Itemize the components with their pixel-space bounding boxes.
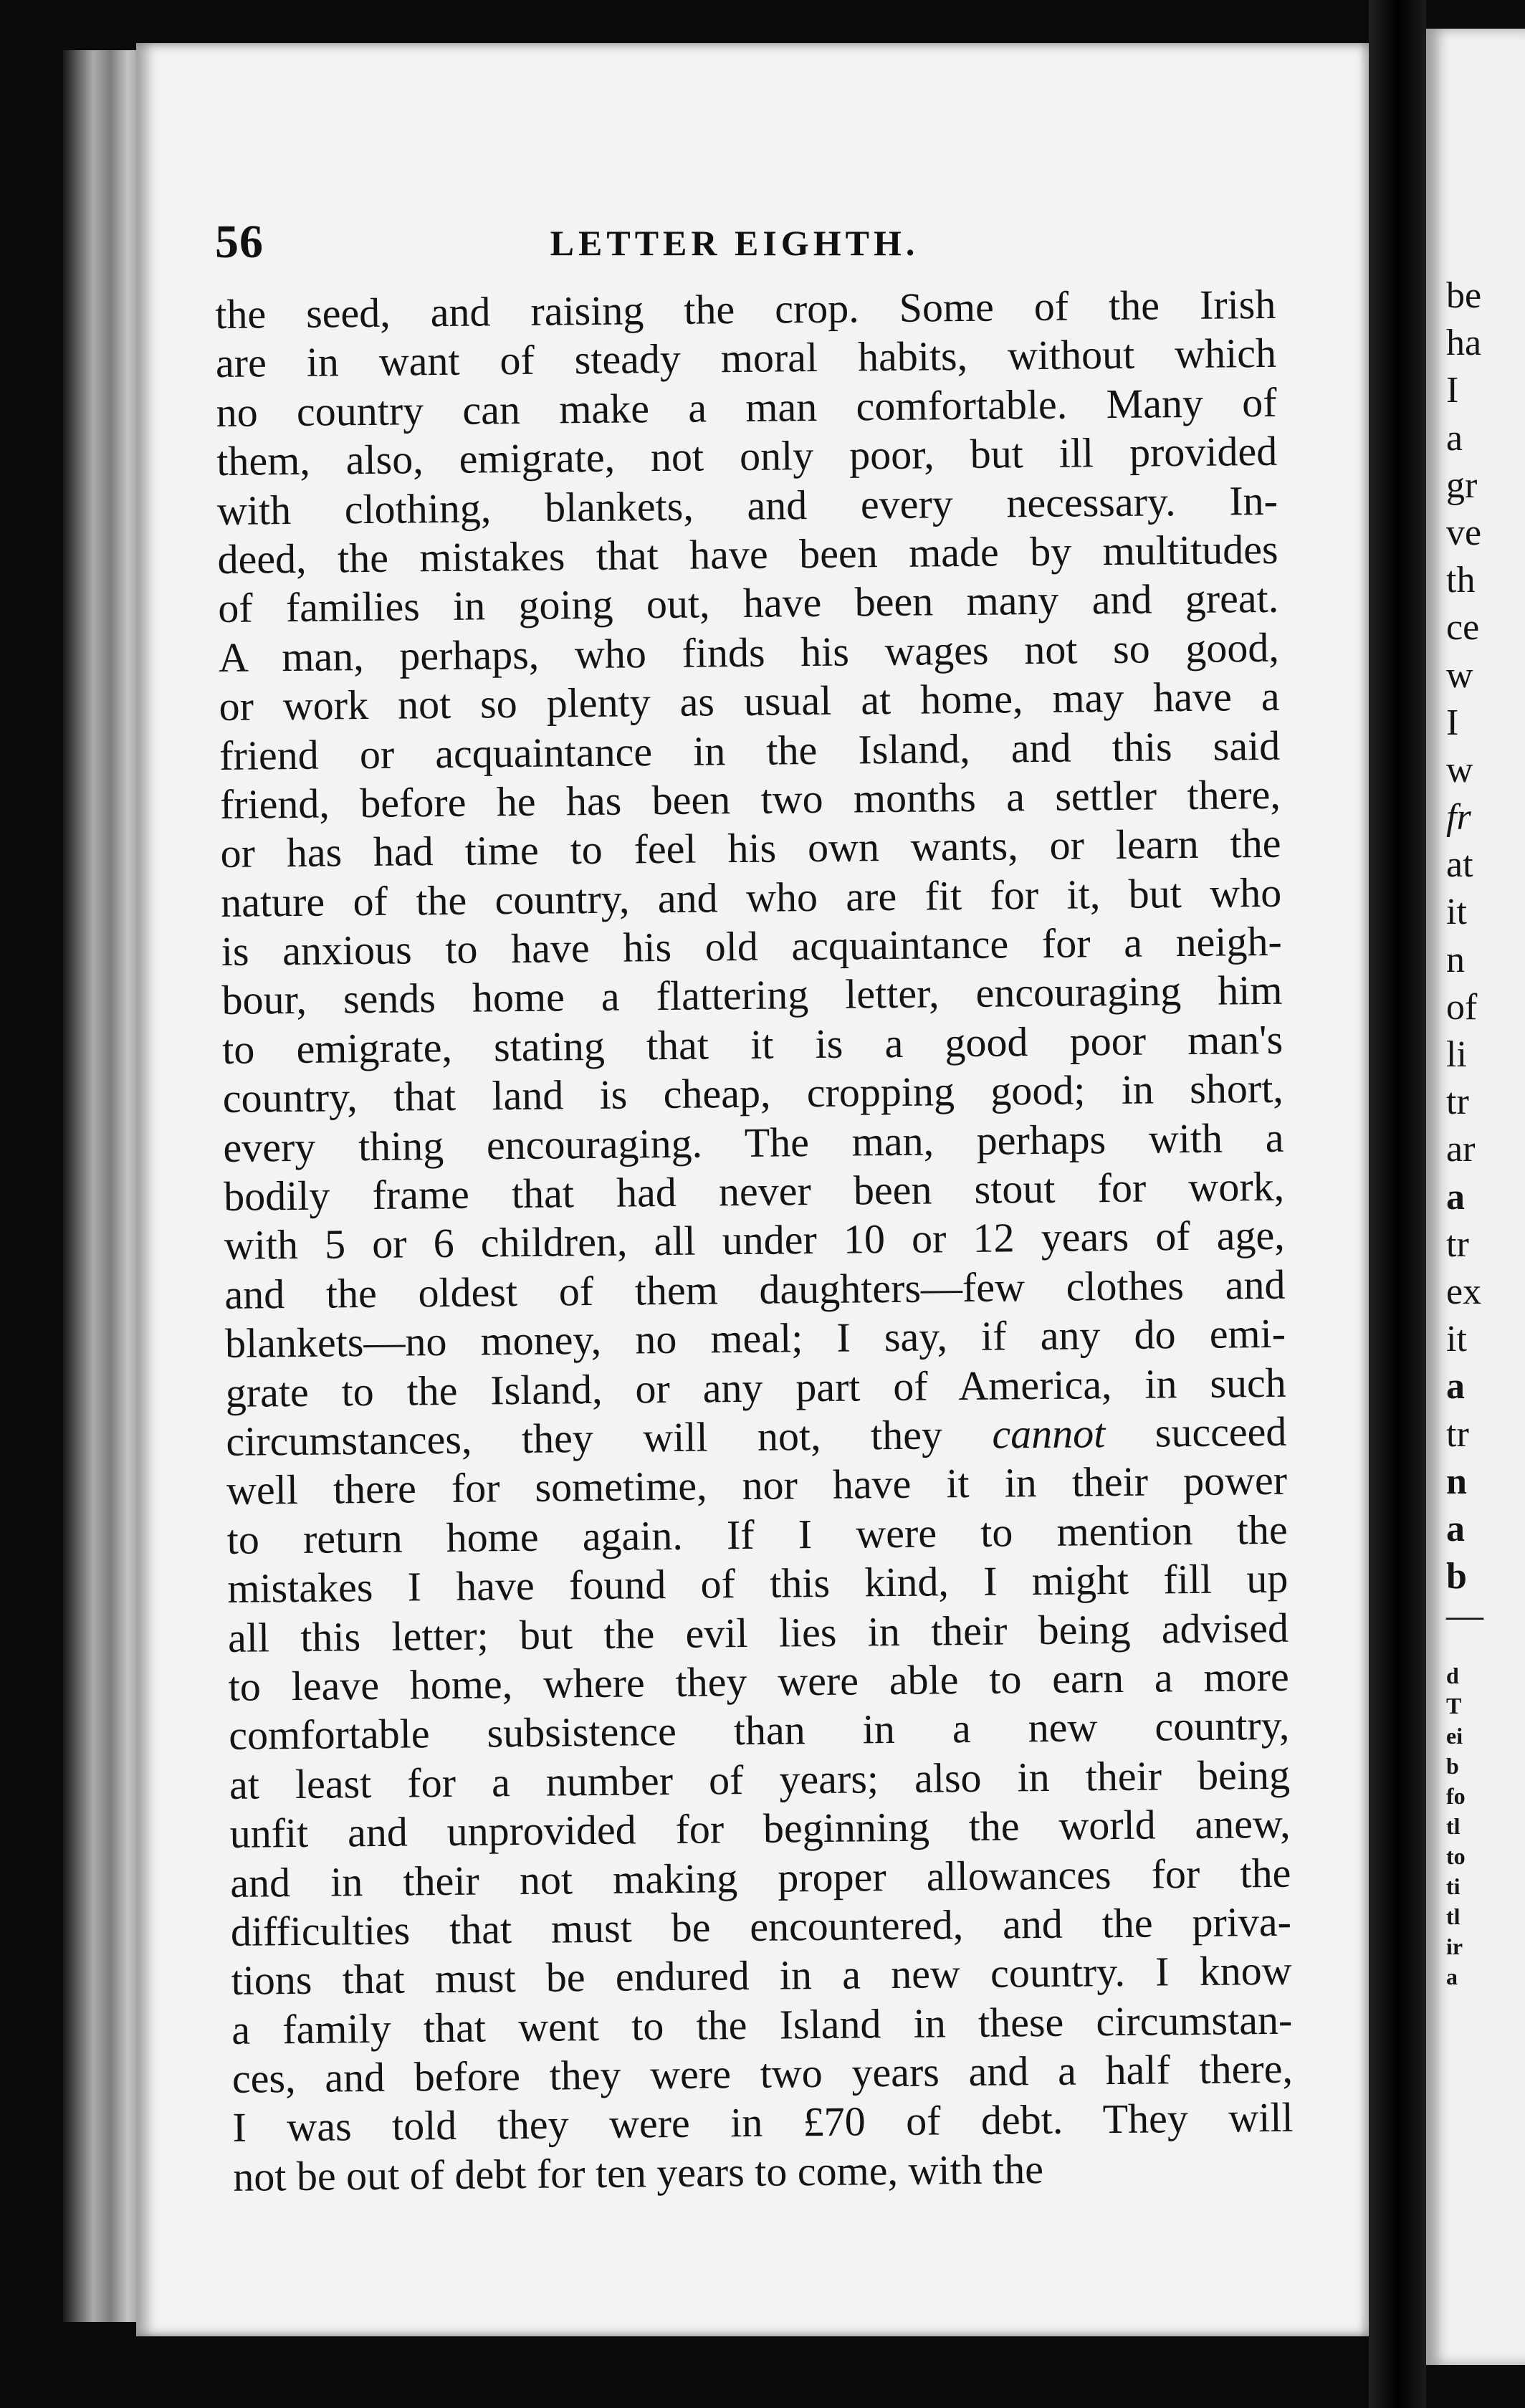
body-text	[215, 280, 1294, 2202]
fragment-line: ve	[1446, 512, 1482, 553]
page-number: 56	[215, 216, 264, 268]
fragment-line: ex	[1446, 1271, 1482, 1312]
fragment-line: li	[1446, 1034, 1467, 1075]
fragment-line: it	[1446, 1319, 1467, 1360]
fragment-line: a	[1446, 1508, 1465, 1549]
text-line: no country can make a man comfortable. Many of	[216, 378, 1277, 436]
italic-word: cannot	[992, 1410, 1106, 1458]
text-line: at least for a number of years; also in their being	[229, 1751, 1291, 1808]
fragment-line: I	[1446, 370, 1459, 411]
text-line: A man, perhaps, who finds his wages not so good,	[218, 624, 1280, 681]
right-page-fragments	[1446, 272, 1483, 1992]
fragment-line: T	[1446, 1693, 1462, 1719]
fragment-line: th	[1446, 560, 1476, 601]
text-line: friend or acquaintance in the Island, and this said	[219, 722, 1281, 779]
fragment-line: tr	[1446, 1223, 1469, 1265]
fragment-line: b	[1446, 1753, 1459, 1779]
fragment-line: a	[1446, 1366, 1465, 1408]
fragment-line: ti	[1446, 1873, 1461, 1900]
text-line: are in want of steady moral habits, without which	[215, 330, 1277, 387]
text-line: mistakes I have found of this kind, I might fill up	[227, 1554, 1289, 1612]
fragment-line: n	[1446, 939, 1465, 980]
text-line: and in their not making proper allowances for the	[230, 1849, 1291, 1906]
fragment-line: d	[1446, 1663, 1459, 1689]
fragment-line: w	[1446, 654, 1473, 696]
text-line: them, also, emigrate, not only poor, but ill provided	[216, 427, 1278, 485]
left-page	[136, 43, 1369, 2336]
text-line: or has had time to feel his own wants, or learn the	[220, 820, 1281, 877]
text-line: tions that must be endured in a new country. I know	[231, 1946, 1292, 2005]
text-line: country, that land is cheap, cropping good; in short,	[222, 1064, 1284, 1122]
fragment-line: fr	[1446, 797, 1471, 838]
text-line: with clothing, blankets, and every necessary. In-	[216, 477, 1278, 534]
fragment-line: ce	[1446, 607, 1480, 649]
fragment-line: be	[1446, 275, 1482, 316]
text-line: with 5 or 6 children, all under 10 or 12 years of age,	[224, 1212, 1286, 1269]
fragment-line: —	[1446, 1595, 1483, 1637]
right-page-edge	[1426, 29, 1525, 2365]
text-line: grate to the Island, or any part of America, in such	[225, 1359, 1287, 1416]
text-line: comfortable subsistence than in a new country,	[229, 1702, 1290, 1759]
text-line: well there for sometime, nor have it in their power	[226, 1457, 1288, 1514]
text-line: to return home again. If I were to mention the	[226, 1506, 1288, 1563]
text-line: all this letter; but the evil lies in their being advised	[227, 1604, 1289, 1661]
text-line: or work not so plenty as usual at home, may have a	[219, 672, 1280, 730]
fragment-line: tr	[1446, 1081, 1469, 1123]
text-run: succeed	[1105, 1408, 1287, 1457]
fragment-line: to	[1446, 1843, 1466, 1870]
text-line: of families in going out, have been many and great.	[217, 575, 1279, 632]
fragment-line: a	[1446, 1964, 1458, 1990]
fragment-line: a	[1446, 1176, 1465, 1218]
text-line: every thing encouraging. The man, perhaps with a	[223, 1114, 1284, 1171]
spacer	[1446, 1632, 1483, 1661]
fragment-line: n	[1446, 1461, 1467, 1502]
text-line: and the oldest of them daughters—few clothes and	[224, 1261, 1286, 1318]
fragment-line: w	[1446, 749, 1473, 790]
text-line: the seed, and raising the crop. Some of the Irish	[215, 280, 1276, 338]
fragment-line: ha	[1446, 322, 1482, 364]
text-line: unfit and unprovided for beginning the world anew,	[229, 1800, 1291, 1858]
fragment-line: tl	[1446, 1903, 1461, 1930]
running-head	[215, 215, 1254, 280]
fragment-line: b	[1446, 1556, 1467, 1597]
fragment-line: ir	[1446, 1934, 1463, 1960]
book-gutter	[1369, 0, 1426, 2408]
fragment-line: at	[1446, 844, 1473, 886]
text-run: circumstances, they will not, they	[226, 1410, 993, 1465]
text-line: I was told they were in £70 of debt. They will	[232, 2094, 1294, 2151]
running-title: LETTER EIGHTH.	[550, 223, 919, 263]
fragment-line: ar	[1446, 1129, 1476, 1170]
fragment-line: it	[1446, 892, 1467, 933]
text-line: not be out of debt for ten years to come, with the	[232, 2145, 1044, 2200]
text-line: deed, the mistakes that have been made by multitudes	[217, 525, 1278, 583]
fragment-line: fo	[1446, 1783, 1466, 1810]
text-line: to leave home, where they were able to earn a more	[228, 1653, 1289, 1710]
text-line: difficulties that must be encountered, and the priva-	[230, 1898, 1292, 1955]
text-line: nature of the country, and who are fit for it, but who	[220, 869, 1282, 926]
text-line: ces, and before they were two years and a half there,	[231, 2045, 1294, 2102]
fragment-line: tl	[1446, 1813, 1461, 1840]
fragment-line: I	[1446, 702, 1459, 743]
fragment-line: ei	[1446, 1723, 1463, 1749]
text-line: bodily frame that had never been stout for work,	[223, 1162, 1285, 1220]
fragment-line: tr	[1446, 1413, 1469, 1455]
text-line: friend, before he has been two months a settler there,	[219, 770, 1281, 828]
fragment-line: of	[1446, 986, 1478, 1028]
fragment-line: gr	[1446, 464, 1478, 506]
text-line: to emigrate, stating that it is a good poor man's	[221, 1016, 1283, 1073]
text-line: is anxious to have his old acquaintance for a neigh-	[221, 917, 1283, 975]
text-line: a family that went to the Island in these circumstan-	[231, 1996, 1293, 2053]
fragment-line: a	[1446, 417, 1463, 459]
text-line: blankets—no money, no meal; I say, if any do emi-	[224, 1309, 1286, 1367]
text-line: bour, sends home a flattering letter, encouraging him	[221, 967, 1283, 1024]
